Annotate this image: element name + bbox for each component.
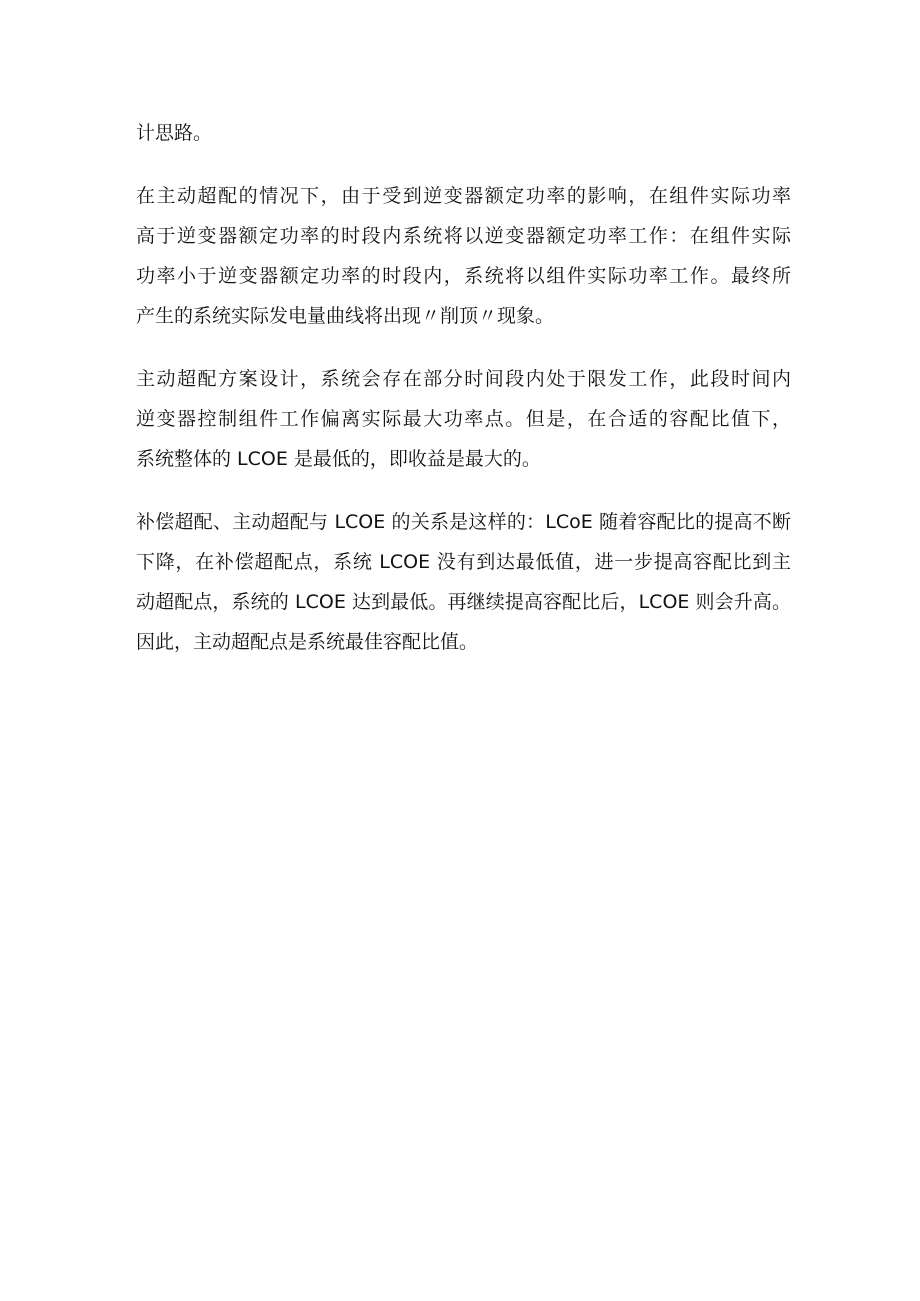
document-body (136, 113, 791, 662)
text-line: 补偿超配、主动超配与 LCOE 的关系是这样的：LCoE 随着容配比的提高不断 (136, 511, 791, 533)
text-line: 产生的系统实际发电量曲线将出现〃削顶〃现象。 (136, 305, 555, 327)
text-line: 逆变器控制组件工作偏离实际最大功率点。但是，在合适的容配比值下， (136, 408, 791, 430)
text-line: 主动超配方案设计，系统会存在部分时间段内处于限发工作，此段时间内 (136, 368, 791, 390)
text-line: 高于逆变器额定功率的时段内系统将以逆变器额定功率工作：在组件实际 (136, 225, 791, 247)
text-line: 在主动超配的情况下，由于受到逆变器额定功率的影响，在组件实际功率 (136, 185, 791, 207)
paragraph-4 (136, 502, 791, 662)
text-line: 下降，在补偿超配点，系统 LCOE 没有到达最低值，进一步提高容配比到主 (136, 551, 791, 573)
text-line: 动超配点，系统的 LCOE 达到最低。再继续提高容配比后，LCOE 则会升高。 (136, 591, 791, 613)
paragraph-2 (136, 176, 791, 336)
text-line: 计思路。 (136, 122, 213, 144)
paragraph-3 (136, 359, 791, 479)
text-line: 功率小于逆变器额定功率的时段内，系统将以组件实际功率工作。最终所 (136, 265, 791, 287)
text-line: 系统整体的 LCOE 是最低的，即收益是最大的。 (136, 448, 541, 470)
paragraph-1 (136, 113, 791, 153)
text-line: 因此，主动超配点是系统最佳容配比值。 (136, 631, 479, 653)
